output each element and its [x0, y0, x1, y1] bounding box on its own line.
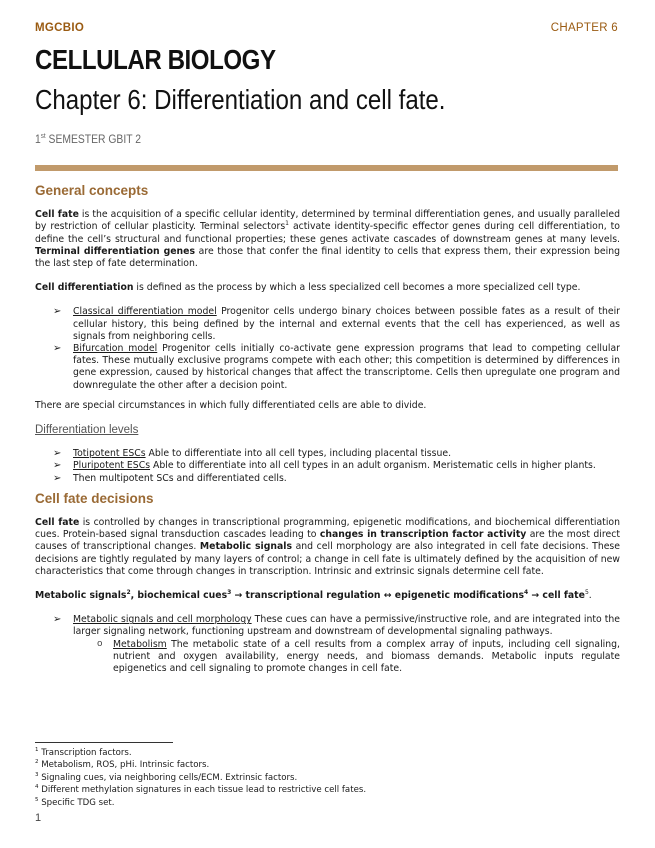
levels-list [35, 448, 620, 485]
page-number: 1 [35, 812, 42, 824]
document-title: CELLULAR BIOLOGY [35, 44, 276, 75]
paragraph-cell-differentiation: Cell differentiation is defined as the process by which a less specialized cell becomes a more specialized cell type. [35, 282, 581, 294]
list-item: ➢ Totipotent ESCs Able to differentiate into all cell types, including placental tissue. [73, 448, 620, 460]
footnote: $^5$ Specific TDG set. [35, 796, 115, 808]
footnotes [35, 747, 366, 809]
section-heading-decisions: Cell fate decisions [35, 490, 154, 506]
list-item: ➢ Bifurcation model Progenitor cells initially co-activate gene expression programs that lead to competing cellular fates. These mutually exclusive programs compete with each other; this competition is determined by differences in gene expression, caused by historical changes that affect the transcriptome. Cells then upregulate one program and downregulate the other after a decision point. [73, 343, 620, 392]
footnote: $^2$ Metabolism, ROS, pHi. Intrinsic factors. [35, 759, 210, 771]
list-item: ➢ Pluripotent ESCs Able to differentiate into all cell types in an adult organism. Meristematic cells in higher plants. [73, 460, 620, 472]
list-item: ➢ Then multipotent SCs and differentiated cells. [73, 473, 620, 485]
fate-flow-line: Metabolic signals$^2$, biochemical cues$^3$ → transcriptional regulation ↔ epigenetic modifications$^4$ → cell fate$^5$. [35, 588, 592, 602]
decisions-list [35, 614, 620, 675]
sub-list [73, 639, 620, 676]
title-divider [35, 165, 618, 171]
models-list [35, 306, 620, 391]
paragraph-cell-fate: Cell fate is the acquisition of a specific cellular identity, determined by terminal differentiation genes, and usually paralleled by restriction of cellular plasticity. Terminal selectors$^1$ activate identity-specific effector genes during cell differentiation, to define the cell’s structural and functional properties; these genes activate cascades of downstream genes at many levels. Terminal differentiation genes are those that confer the final identity to cells that express them, their expression being the last step of fate determination. [35, 209, 620, 270]
footnote: $^4$ Different methylation signatures in each tissue lead to restrictive cell fates. [35, 784, 367, 796]
footnote: $^1$ Transcription factors. [35, 747, 132, 758]
main-content [35, 185, 620, 683]
list-item: ➢ Classical differentiation model Progenitor cells undergo binary choices between possible fates as a result of their cellular history, this being defined by the internal and external events that the cell has experienced, as well as signals from neighboring cells. [73, 306, 620, 343]
chapter-title: Chapter 6: Differentiation and cell fate. [35, 84, 446, 115]
list-item: ➢ Metabolic signals and cell morphology These cues can have a permissive/instructive role, and are integrated into the larger signaling network, functioning upstream and downstream of developmental signaling pathways. o Metabolism The metabolic state of a cell results from a complex array of inputs, including cell signaling, nutrient and oxygen availability, energy needs, and biomass demands. Metabolic inputs regulate epigenetics and cell signaling to promote changes in cell fate. [73, 614, 620, 675]
header-course-code: MGCBIO [35, 22, 85, 34]
paragraph-fate-control: Cell fate is controlled by changes in transcriptional programming, epigenetic modifications, and biochemical differentiation cues. Protein-based signal transduction cascades leading to changes in transcription factor activity are the most direct causes of transcriptional changes. Metabolic signals and cell morphology are also integrated in cell fate decisions. These decisions are tightly regulated by many layers of control; a change in cell fate is ultimately defined by the acquisition of new characteristics that come through changes in transcription. Intrinsic and extrinsic signals determine cell fate. [35, 517, 620, 577]
footnote-divider [35, 742, 173, 743]
paragraph-division: There are special circumstances in which fully differentiated cells are able to divide. [35, 399, 427, 411]
footnote: $^3$ Signaling cues, via neighboring cells/ECM. Extrinsic factors. [35, 771, 298, 783]
semester-label: 1st SEMESTER GBIT 2 [35, 133, 141, 146]
header-chapter: CHAPTER 6 [550, 22, 618, 34]
subheading-differentiation-levels: Differentiation levels [35, 424, 139, 437]
sub-list-item: o Metabolism The metabolic state of a cell results from a complex array of inputs, including cell signaling, nutrient and oxygen availability, energy needs, and biomass demands. Metabolic inputs regulate epigenetics and cell signaling to promote changes in cell fate. [113, 639, 620, 676]
section-heading-general: General concepts [35, 183, 149, 198]
